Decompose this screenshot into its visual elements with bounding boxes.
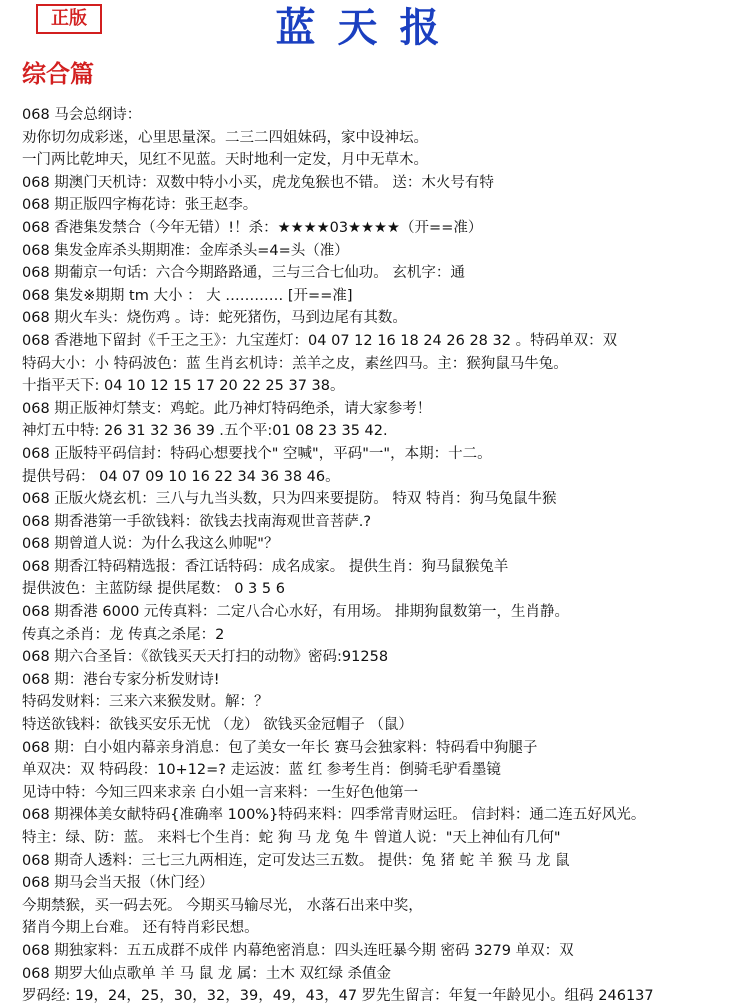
text-line: 今期禁猴，买一码去死。 今期买马输尽光， 水落石出来中奖， (22, 897, 423, 914)
text-line: 特主：绿、防：蓝。 来料七个生肖：蛇 狗 马 龙 兔 牛 曾道人说："天上神仙有几何" (22, 830, 561, 846)
text-line: 一门两比乾坤天，见红不见蓝。天时地利一定发，月中无草木。 (22, 152, 428, 169)
text-line: 068 期澳门天机诗：双数中特小小买，虎龙兔猴也不错。 送：木火号有特 (22, 174, 494, 191)
text-line: 068 正版特平码信封：特码心想要找个" 空喊"，平码"一"，本期：十二。 (22, 445, 492, 462)
text-line: 068 期裸体美女献特码{准确率 100%}特码来料：四季常青财运旺。 信封料：通二连五好风光。 (22, 807, 646, 824)
section-heading: 综合篇 (22, 60, 94, 88)
text-line: 十指平天下: 04 10 12 15 17 20 22 25 37 38。 (22, 378, 345, 395)
text-line: 068 期正版四字梅花诗：张王赵李。 (22, 197, 258, 214)
text-line: 068 马会总纲诗： (22, 107, 142, 123)
text-line: 特码大小：小 特码波色：蓝 生肖玄机诗：羔羊之皮，素丝四马。主：猴狗鼠马牛兔。 (22, 355, 568, 372)
text-line: 068 香港集发禁合（今年无错）!！杀：★★★★03★★★★（开==准） (22, 219, 483, 236)
authentic-badge: 正版 (36, 4, 102, 34)
text-line: 特送欲钱料：欲钱买安乐无忧 （龙） 欲钱买金冠帽子 （鼠） (22, 717, 413, 734)
text-line: 神灯五中特: 26 31 32 36 39 .五个平:01 08 23 35 42. (22, 423, 388, 440)
text-line: 提供号码： 04 07 09 10 16 22 34 36 38 46。 (22, 468, 340, 485)
text-line: 068 期六合圣旨：《欲钱买天天打扫的动物》密码:91258 (22, 649, 389, 666)
text-line: 068 期香港第一手欲钱料：欲钱去找南海观世音菩萨.? (22, 513, 372, 530)
text-line: 068 集发※期期 tm 大小 ： 大 ………… [开==准] (22, 287, 353, 304)
text-line: 068 期香港 6000 元传真料：二定八合心水好，有用场。 排期狗鼠数第一，生肖静。 (22, 604, 570, 621)
text-line: 068 期奇人透料：三七三九两相连，定可发达三五数。 提供：兔 猪 蛇 羊 猴 马 龙 鼠 (22, 852, 570, 869)
text-line: 罗码经: 19，24，25，30，32，39，49，43，47 罗先生留言：年复一年龄见小。组码 246137 (22, 988, 654, 1005)
text-line: 见诗中特：今知三四来求亲 白小姐一言来料：一生好色他第一 (22, 784, 419, 801)
text-line: 068 期马会当天报（休门经） (22, 875, 214, 892)
text-line: 单双决：双 特码段：10+12=? 走运波：蓝 红 参考生肖：倒骑毛驴看墨镜 (22, 762, 501, 779)
text-line: 068 期：港台专家分析发财诗! (22, 671, 220, 688)
text-line: 068 期正版神灯禁支：鸡蛇。此乃神灯特码绝杀，请大家参考！ (22, 400, 432, 417)
text-line: 068 期火车头：烧伤鸡 。诗：蛇死猪伤，马到边尾有其数。 (22, 310, 407, 327)
text-line: 068 正版火烧玄机：三八与九当头数，只为四来要提防。 特双 特肖：狗马兔鼠牛猴 (22, 491, 557, 508)
text-line: 传真之杀肖：龙 传真之杀尾：2 (22, 626, 225, 643)
text-line: 猪肖今期上台难。 还有特肖彩民想。 (22, 920, 259, 937)
text-line: 068 期：白小姐内幕亲身消息：包了美女一年长 赛马会独家料：特码看中狗腿子 (22, 739, 538, 756)
text-line: 068 期罗大仙点歌单 羊 马 鼠 龙 属：土木 双红绿 杀值金 (22, 965, 392, 982)
text-line: 068 集发金库杀头期期准：金库杀头=4=头（准） (22, 242, 349, 259)
page-title: 蓝天报 (275, 4, 462, 51)
text-line: 068 香港地下留封《千王之王》：九宝莲灯：04 07 12 16 18 24 26 28 32 。特码单双：双 (22, 332, 618, 349)
text-line: 068 期葡京一句话：六合今期路路通，三与三合七仙功。 玄机字：通 (22, 265, 465, 282)
text-line: 068 期曾道人说：为什么我这么帅呢"？ (22, 536, 279, 553)
text-line: 劝你切勿成彩迷，心里思量深。二三二四姐妹码，家中设神坛。 (22, 129, 428, 146)
text-line: 068 期独家料：五五成群不成伴 内幕绝密消息：四头连旺暴今期 密码 3279 单双：双 (22, 942, 574, 959)
text-body (22, 104, 732, 1008)
text-line: 068 期香江特码精选报：香江话特码：成名成家。 提供生肖：狗马鼠猴兔羊 (22, 558, 509, 575)
text-line: 提供波色：主蓝防绿 提供尾数： 0 3 5 6 (22, 581, 285, 598)
text-line: 特码发财料：三来六来猴发财。解：？ (22, 694, 269, 711)
